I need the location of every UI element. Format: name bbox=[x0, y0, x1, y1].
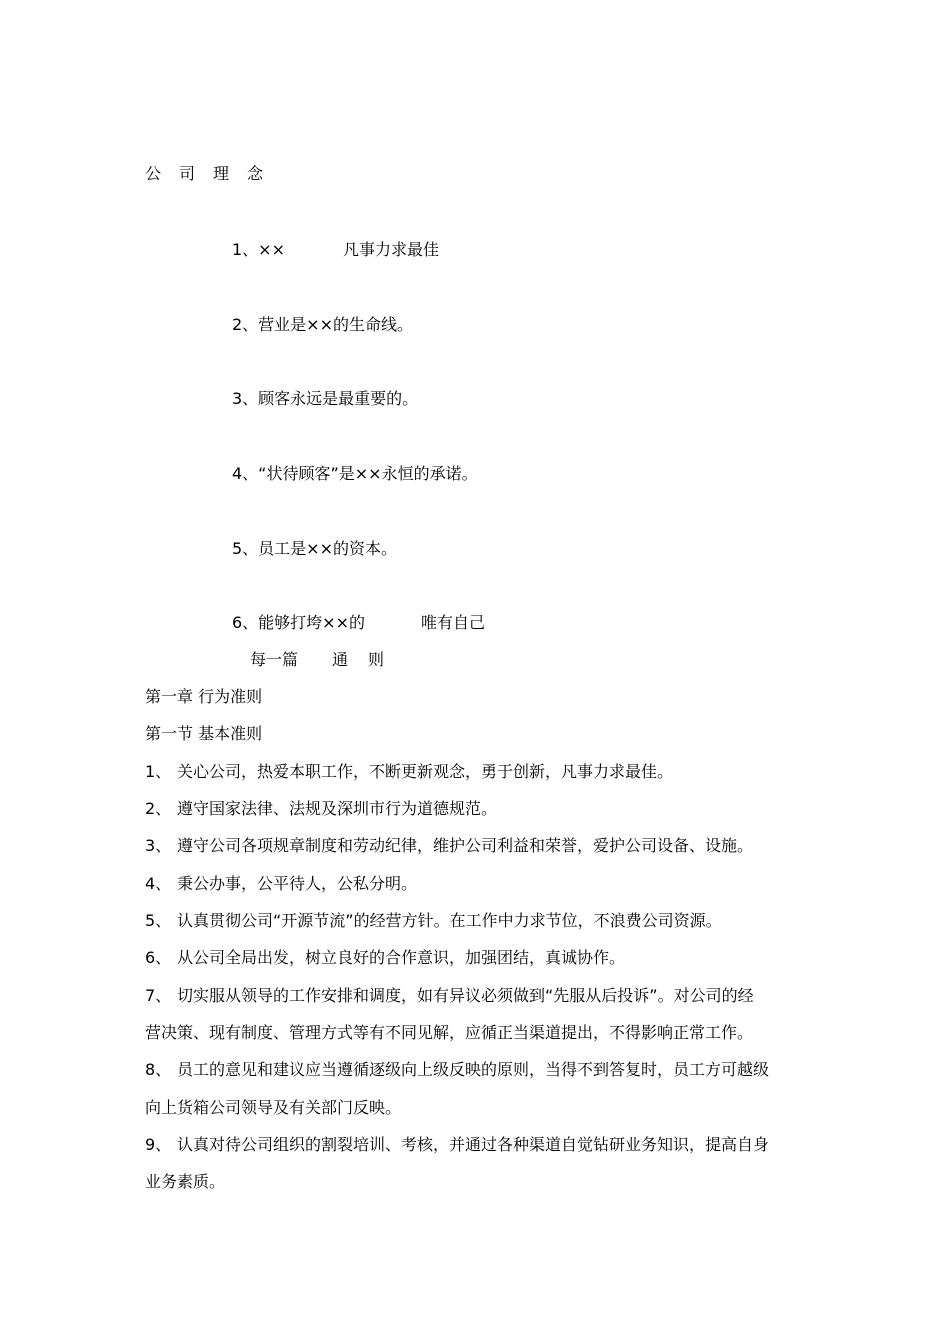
rule-item bbox=[145, 1135, 769, 1155]
rule-text: 员工的意见和建议应当遵循逐级向上级反映的原则，当得不到答复时，员工方可越级 bbox=[177, 1060, 770, 1079]
section-heading: 第一节 基本准则 bbox=[145, 724, 263, 743]
philosophy-text-suffix: 唯有自己 bbox=[421, 613, 486, 632]
rule-number: 5、 bbox=[145, 911, 172, 930]
rule-number: 3、 bbox=[145, 836, 172, 855]
rule-number: 2、 bbox=[145, 799, 172, 818]
rule-number: 1、 bbox=[145, 762, 172, 781]
rule-number: 8、 bbox=[145, 1060, 172, 1079]
title-char: 司 bbox=[179, 164, 196, 183]
philosophy-text: 5、员工是××的资本。 bbox=[232, 539, 397, 558]
rule-item bbox=[145, 911, 722, 931]
philosophy-text-suffix: 凡事力求最佳 bbox=[343, 240, 440, 259]
rule-text: 认真对待公司组织的割裂培训、考核，并通过各种渠道自觉钻研业务知识，提高自身 bbox=[177, 1135, 770, 1154]
philosophy-item bbox=[232, 389, 418, 409]
philosophy-text: 3、顾客永远是最重要的。 bbox=[232, 389, 419, 408]
rule-number: 7、 bbox=[145, 986, 172, 1005]
rule-text: 遵守公司各项规章制度和劳动纪律，维护公司利益和荣誉，爱护公司设备、设施。 bbox=[177, 836, 754, 855]
rule-item bbox=[145, 762, 673, 782]
rule-number: 4、 bbox=[145, 874, 172, 893]
rule-text: 从公司全局出发，树立良好的合作意识，加强团结，真诚协作。 bbox=[177, 948, 626, 967]
chapter-heading: 第一章 行为准则 bbox=[145, 687, 263, 706]
rule-item bbox=[145, 986, 754, 1006]
philosophy-item bbox=[232, 613, 485, 633]
part-heading-word: 则 bbox=[368, 650, 385, 669]
philosophy-text: 6、能够打垮××的 bbox=[232, 613, 365, 632]
philosophy-text: 4、“状待顾客”是××永恒的承诺。 bbox=[232, 464, 478, 483]
rule-item bbox=[145, 948, 625, 968]
rule-text-continuation: 向上货箱公司领导及有关部门反映。 bbox=[145, 1098, 402, 1117]
part-heading bbox=[250, 650, 384, 670]
rule-number: 6、 bbox=[145, 948, 172, 967]
philosophy-item bbox=[232, 464, 478, 484]
rule-text: 认真贯彻公司“开源节流”的经营方针。在工作中力求节位，不浪费公司资源。 bbox=[177, 911, 722, 930]
rule-number: 9、 bbox=[145, 1135, 172, 1154]
rule-text: 关心公司，热爱本职工作，不断更新观念，勇于创新，凡事力求最佳。 bbox=[177, 762, 674, 781]
rule-text: 切实服从领导的工作安排和调度，如有异议必须做到“先服从后投诉”。对公司的经 bbox=[177, 986, 754, 1005]
philosophy-text: 1、×× bbox=[232, 240, 285, 259]
rule-text: 秉公办事，公平待人，公私分明。 bbox=[177, 874, 418, 893]
philosophy-item bbox=[232, 315, 413, 335]
philosophy-text: 2、营业是××的生命线。 bbox=[232, 315, 413, 334]
rule-item bbox=[145, 1060, 769, 1080]
rule-text-continuation: 营决策、现有制度、管理方式等有不同见解，应循正当渠道提出，不得影响正常工作。 bbox=[145, 1023, 754, 1042]
page-title bbox=[145, 164, 263, 184]
title-char: 念 bbox=[247, 164, 264, 183]
title-char: 理 bbox=[213, 164, 230, 183]
philosophy-item bbox=[232, 240, 439, 260]
rule-text: 遵守国家法律、法规及深圳市行为道德规范。 bbox=[177, 799, 498, 818]
rule-text-continuation: 业务素质。 bbox=[145, 1172, 226, 1191]
part-heading-word: 通 bbox=[332, 650, 349, 669]
part-heading-label: 每一篇 bbox=[250, 650, 299, 669]
philosophy-item bbox=[232, 539, 397, 559]
title-char: 公 bbox=[145, 164, 162, 183]
rule-item bbox=[145, 799, 497, 819]
rule-item bbox=[145, 874, 417, 894]
rule-item bbox=[145, 836, 753, 856]
